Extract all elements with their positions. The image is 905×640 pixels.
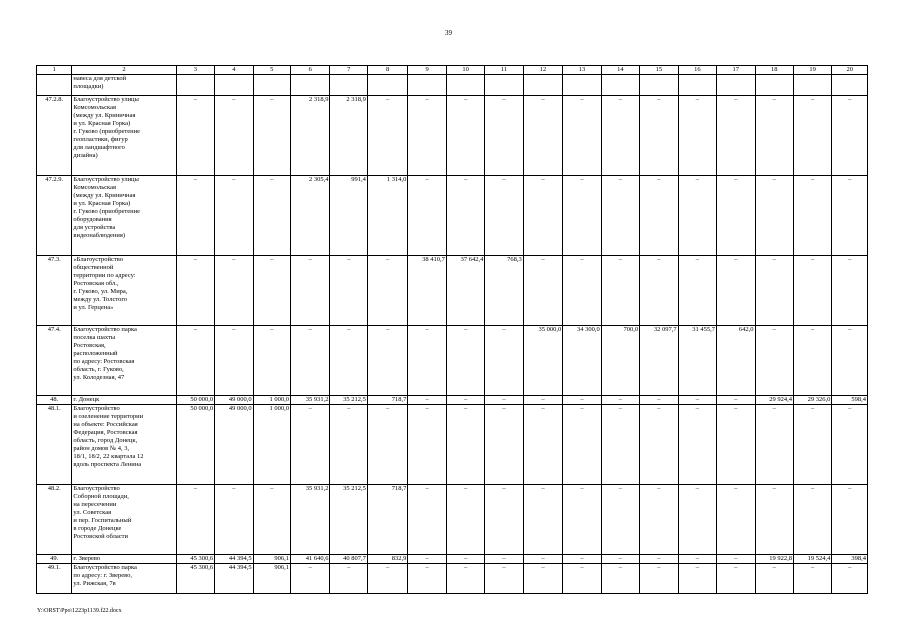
table-row [37, 75, 868, 96]
value-cell: 1 000,0 [253, 396, 290, 405]
value-cell: – [485, 564, 523, 594]
value-cell [367, 75, 407, 96]
value-cell: – [563, 485, 601, 555]
value-cell: – [408, 555, 446, 564]
row-name: г. Зверево [72, 555, 176, 564]
value-cell [523, 75, 562, 96]
value-cell: – [291, 326, 330, 396]
value-cell: – [291, 564, 330, 594]
value-cell: – [755, 485, 793, 555]
value-cell: – [485, 96, 523, 176]
value-cell: – [563, 176, 601, 256]
page-number: 39 [445, 29, 452, 37]
table-row [37, 564, 868, 594]
row-name: «Благоустройство общественной территории по адресу: Ростовская обл., г. Гуково, ул. Мира, между ул. Толстого и ул. Герцена» [72, 256, 176, 326]
value-cell: – [601, 256, 639, 326]
row-name: Благоустройство парка по адресу: г. Зверево, ул. Рижская, 7в [72, 564, 176, 594]
value-cell: – [678, 485, 716, 555]
value-cell: – [408, 564, 446, 594]
value-cell: – [640, 396, 678, 405]
value-cell: – [485, 555, 523, 564]
value-cell: – [253, 176, 290, 256]
row-number: 48.1. [37, 405, 72, 485]
value-cell: – [717, 555, 755, 564]
value-cell: 906,1 [253, 564, 290, 594]
value-cell: – [176, 326, 214, 396]
value-cell: – [640, 485, 678, 555]
table-row [37, 485, 868, 555]
value-cell: – [215, 176, 253, 256]
value-cell: – [640, 256, 678, 326]
row-number: 49. [37, 555, 72, 564]
value-cell: – [446, 176, 484, 256]
value-cell: – [832, 96, 868, 176]
value-cell: 38 410,7 [408, 256, 446, 326]
value-cell: – [367, 405, 407, 485]
value-cell: 41 640,6 [291, 555, 330, 564]
value-cell: – [176, 485, 214, 555]
value-cell: – [832, 564, 868, 594]
value-cell: 50 000,0 [176, 396, 214, 405]
value-cell [176, 75, 214, 96]
row-number: 48.2. [37, 485, 72, 555]
value-cell: 49 000,0 [215, 405, 253, 485]
row-number: 47.4. [37, 326, 72, 396]
value-cell [793, 75, 831, 96]
value-cell: – [640, 555, 678, 564]
row-number: 48. [37, 396, 72, 405]
value-cell: 700,0 [601, 326, 639, 396]
value-cell: – [678, 564, 716, 594]
row-name: навеса для детской площадки) [72, 75, 176, 96]
value-cell: – [485, 405, 523, 485]
value-cell: – [832, 256, 868, 326]
value-cell: – [446, 405, 484, 485]
value-cell: – [523, 176, 562, 256]
value-cell: – [367, 96, 407, 176]
value-cell: – [601, 96, 639, 176]
column-number: 5 [253, 66, 290, 75]
row-name: г. Донецк [72, 396, 176, 405]
value-cell: 906,1 [253, 555, 290, 564]
value-cell: – [563, 256, 601, 326]
value-cell: 44 394,5 [215, 555, 253, 564]
row-name: Благоустройство и озеленение территории на объекте: Российская Федерация, Ростовская область, город Донецк, район домов № 4, 3, 18/1, 18/2, 22 квартала 12 вдоль проспекта Ленина [72, 405, 176, 485]
value-cell: 29 924,4 [755, 396, 793, 405]
value-cell: – [523, 405, 562, 485]
value-cell: – [176, 256, 214, 326]
value-cell: 398,4 [832, 555, 868, 564]
column-number-row [37, 66, 868, 75]
value-cell: – [640, 176, 678, 256]
value-cell: – [832, 176, 868, 256]
value-cell: 50 000,0 [176, 405, 214, 485]
value-cell: – [793, 176, 831, 256]
value-cell [563, 75, 601, 96]
value-cell: – [601, 405, 639, 485]
value-cell: 832,9 [367, 555, 407, 564]
value-cell [408, 75, 446, 96]
column-number: 19 [793, 66, 831, 75]
row-name: Благоустройство улицы Комсомольская (между ул. Криничная и ул. Красная Горка) г. Гуково (приобретение оборудования для устройства видеонаблюдения) [72, 176, 176, 256]
budget-table [36, 65, 868, 594]
column-number: 9 [408, 66, 446, 75]
column-number: 8 [367, 66, 407, 75]
value-cell: – [446, 485, 484, 555]
value-cell: – [832, 485, 868, 555]
table-row [37, 555, 868, 564]
column-number: 14 [601, 66, 639, 75]
value-cell: – [717, 176, 755, 256]
value-cell: – [367, 256, 407, 326]
value-cell: – [446, 326, 484, 396]
value-cell: 44 394,5 [215, 564, 253, 594]
column-number: 12 [523, 66, 562, 75]
value-cell: – [678, 405, 716, 485]
value-cell: – [367, 564, 407, 594]
value-cell [640, 75, 678, 96]
row-number: 47.3. [37, 256, 72, 326]
row-name: Благоустройство Соборной площади, на пересечении ул. Советская и пер. Госпитальный в городе Донецке Ростовской области [72, 485, 176, 555]
value-cell: – [678, 555, 716, 564]
value-cell: – [330, 326, 367, 396]
value-cell: – [291, 256, 330, 326]
value-cell: 29 326,0 [793, 396, 831, 405]
value-cell: – [446, 555, 484, 564]
value-cell: 1 314,0 [367, 176, 407, 256]
value-cell: – [215, 96, 253, 176]
value-cell: – [832, 405, 868, 485]
footer-path: Y:\ORST\Ppo\1223p1139.f22.docx [37, 608, 122, 614]
value-cell: 35 931,2 [291, 396, 330, 405]
value-cell: – [640, 564, 678, 594]
column-number: 17 [717, 66, 755, 75]
value-cell: – [755, 326, 793, 396]
value-cell [291, 75, 330, 96]
column-number: 7 [330, 66, 367, 75]
value-cell: – [176, 96, 214, 176]
value-cell: – [446, 564, 484, 594]
value-cell: – [330, 405, 367, 485]
value-cell: – [793, 405, 831, 485]
value-cell [253, 75, 290, 96]
value-cell [215, 75, 253, 96]
column-number: 2 [72, 66, 176, 75]
value-cell: 45 300,6 [176, 564, 214, 594]
value-cell: – [717, 256, 755, 326]
table-row [37, 405, 868, 485]
value-cell: – [215, 485, 253, 555]
value-cell: – [755, 405, 793, 485]
value-cell: – [755, 176, 793, 256]
row-number: 49.1. [37, 564, 72, 594]
value-cell: – [523, 396, 562, 405]
value-cell: – [330, 564, 367, 594]
value-cell: 768,3 [485, 256, 523, 326]
column-number: 6 [291, 66, 330, 75]
value-cell: – [755, 256, 793, 326]
value-cell [755, 75, 793, 96]
value-cell: – [563, 564, 601, 594]
value-cell: – [408, 396, 446, 405]
value-cell: – [485, 176, 523, 256]
value-cell: – [367, 326, 407, 396]
value-cell: – [523, 485, 562, 555]
value-cell: – [408, 405, 446, 485]
value-cell: – [446, 96, 484, 176]
value-cell [678, 75, 716, 96]
value-cell: – [485, 396, 523, 405]
value-cell: 37 642,4 [446, 256, 484, 326]
value-cell: – [563, 555, 601, 564]
value-cell: – [601, 176, 639, 256]
value-cell: – [793, 256, 831, 326]
value-cell: – [523, 555, 562, 564]
value-cell: – [253, 326, 290, 396]
value-cell: 1 000,0 [253, 405, 290, 485]
value-cell: 35 000,0 [523, 326, 562, 396]
value-cell: – [408, 326, 446, 396]
value-cell: – [485, 485, 523, 555]
value-cell: – [717, 405, 755, 485]
value-cell: – [678, 396, 716, 405]
value-cell: – [291, 405, 330, 485]
value-cell: 19 524,4 [793, 555, 831, 564]
value-cell: – [563, 96, 601, 176]
row-name: Благоустройство парка поселка шахты Ростовская, расположенный по адресу: Ростовская область, г. Гуково, ул. Колодезная, 47 [72, 326, 176, 396]
column-number: 16 [678, 66, 716, 75]
value-cell: – [640, 96, 678, 176]
row-name: Благоустройство улицы Комсомольская (между ул. Криничная и ул. Красная Горка) г. Гуково (приобретение геопластики, фигур для ландшафтного дизайна) [72, 96, 176, 176]
value-cell: 19 922,8 [755, 555, 793, 564]
value-cell: – [215, 256, 253, 326]
value-cell: – [563, 396, 601, 405]
value-cell: – [601, 555, 639, 564]
value-cell: – [793, 485, 831, 555]
value-cell: 32 097,7 [640, 326, 678, 396]
value-cell: – [793, 564, 831, 594]
value-cell: – [563, 405, 601, 485]
value-cell: – [176, 176, 214, 256]
table-row [37, 256, 868, 326]
value-cell [717, 75, 755, 96]
value-cell: 718,7 [367, 396, 407, 405]
value-cell: – [485, 326, 523, 396]
value-cell: – [678, 256, 716, 326]
value-cell: 45 300,6 [176, 555, 214, 564]
column-number: 3 [176, 66, 214, 75]
table-row [37, 326, 868, 396]
value-cell [330, 75, 367, 96]
value-cell: – [253, 485, 290, 555]
value-cell: – [717, 485, 755, 555]
value-cell: – [601, 564, 639, 594]
value-cell: 31 455,7 [678, 326, 716, 396]
value-cell: 2 318,9 [291, 96, 330, 176]
table-row [37, 396, 868, 405]
value-cell [601, 75, 639, 96]
value-cell: 35 212,5 [330, 396, 367, 405]
value-cell: – [832, 326, 868, 396]
value-cell: – [793, 326, 831, 396]
value-cell: – [253, 96, 290, 176]
column-number: 15 [640, 66, 678, 75]
value-cell: – [678, 176, 716, 256]
column-number: 11 [485, 66, 523, 75]
column-number: 13 [563, 66, 601, 75]
value-cell: 40 807,7 [330, 555, 367, 564]
value-cell: – [717, 564, 755, 594]
value-cell: 49 000,0 [215, 396, 253, 405]
column-number: 18 [755, 66, 793, 75]
value-cell: – [793, 96, 831, 176]
value-cell: – [215, 326, 253, 396]
row-number [37, 75, 72, 96]
value-cell: – [446, 396, 484, 405]
value-cell: – [717, 96, 755, 176]
value-cell: – [523, 256, 562, 326]
value-cell: – [253, 256, 290, 326]
value-cell: – [601, 396, 639, 405]
value-cell: – [523, 564, 562, 594]
value-cell: – [408, 176, 446, 256]
value-cell: – [755, 564, 793, 594]
column-number: 1 [37, 66, 72, 75]
value-cell: 991,4 [330, 176, 367, 256]
value-cell: 2 305,4 [291, 176, 330, 256]
value-cell: 718,7 [367, 485, 407, 555]
value-cell: 642,0 [717, 326, 755, 396]
value-cell [485, 75, 523, 96]
value-cell: 2 318,9 [330, 96, 367, 176]
value-cell: – [523, 96, 562, 176]
value-cell: – [678, 96, 716, 176]
value-cell: 598,4 [832, 396, 868, 405]
row-number: 47.2.9. [37, 176, 72, 256]
table-row [37, 176, 868, 256]
column-number: 20 [832, 66, 868, 75]
value-cell: – [755, 96, 793, 176]
value-cell: – [640, 405, 678, 485]
table-row [37, 96, 868, 176]
value-cell: 34 300,0 [563, 326, 601, 396]
value-cell: – [717, 396, 755, 405]
column-number: 10 [446, 66, 484, 75]
value-cell: 35 212,5 [330, 485, 367, 555]
value-cell: – [408, 485, 446, 555]
value-cell: – [601, 485, 639, 555]
value-cell [832, 75, 868, 96]
value-cell [446, 75, 484, 96]
value-cell: – [330, 256, 367, 326]
value-cell: 35 931,2 [291, 485, 330, 555]
value-cell: – [408, 96, 446, 176]
row-number: 47.2.8. [37, 96, 72, 176]
column-number: 4 [215, 66, 253, 75]
